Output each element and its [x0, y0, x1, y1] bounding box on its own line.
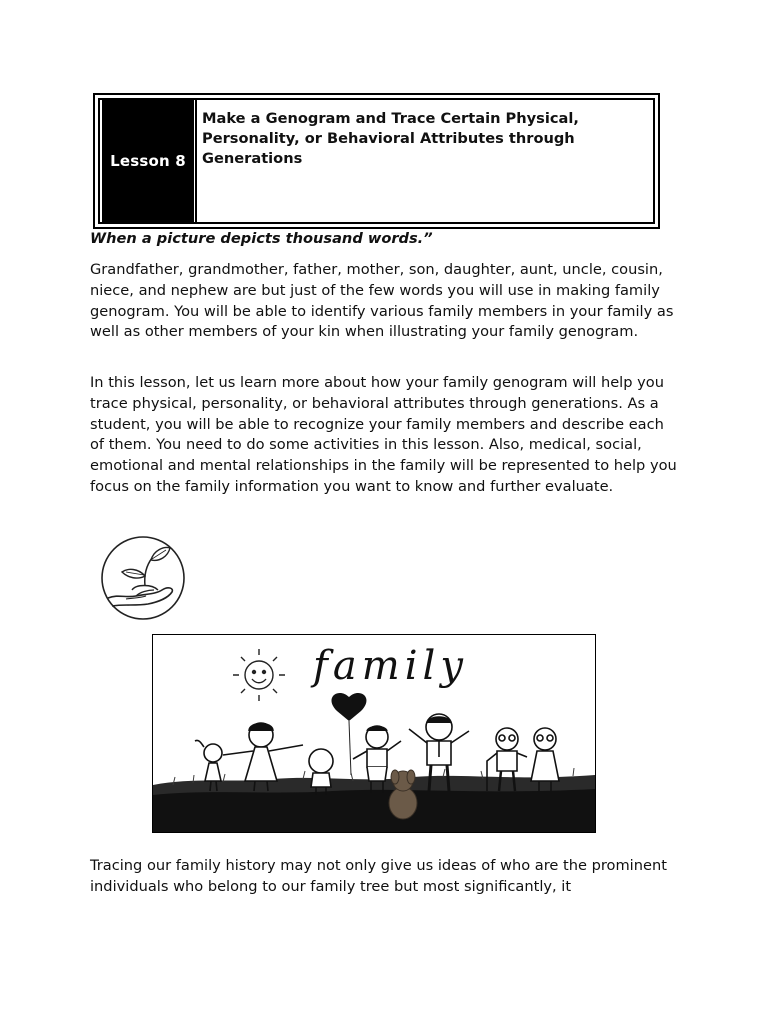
family-word: family — [313, 643, 463, 689]
lesson-number-cell — [102, 100, 194, 222]
hand-holding-plant-icon — [96, 532, 188, 624]
intro-quote: When a picture depicts thousand words.” — [90, 230, 433, 247]
paragraph-2: In this lesson, let us learn more about how your family genogram will help you trace physical, personality, or behavioral attributes through generations. As a student, you will be able to recognize your family members and describe each of them. You need to do some activities in this lesson. Also, medical, social, emotional and mental relationships in the family will be represented to help you focus on the family information you want to know and further evaluate. — [90, 374, 677, 495]
paragraph-3: Tracing our family history may not only give us ideas of who are the prominent individuals who belong to our family tree but most significantly, it — [90, 857, 667, 895]
lesson-header-inner — [98, 98, 655, 224]
lesson-title: Make a Genogram and Trace Certain Physical, Personality, or Behavioral Attributes through Generations — [202, 110, 579, 167]
header-divider — [195, 100, 197, 222]
lesson-label: Lesson 8 — [110, 152, 186, 170]
paragraph-1: Grandfather, grandmother, father, mother, son, daughter, aunt, uncle, cousin, niece, and nephew are but just of the few words you will use in making family genogram. You will be able to identify various family members in your family as well as other members of your kin when illustrating your family genogram. — [90, 261, 674, 341]
family-illustration — [152, 634, 596, 833]
lesson-header — [93, 93, 660, 229]
